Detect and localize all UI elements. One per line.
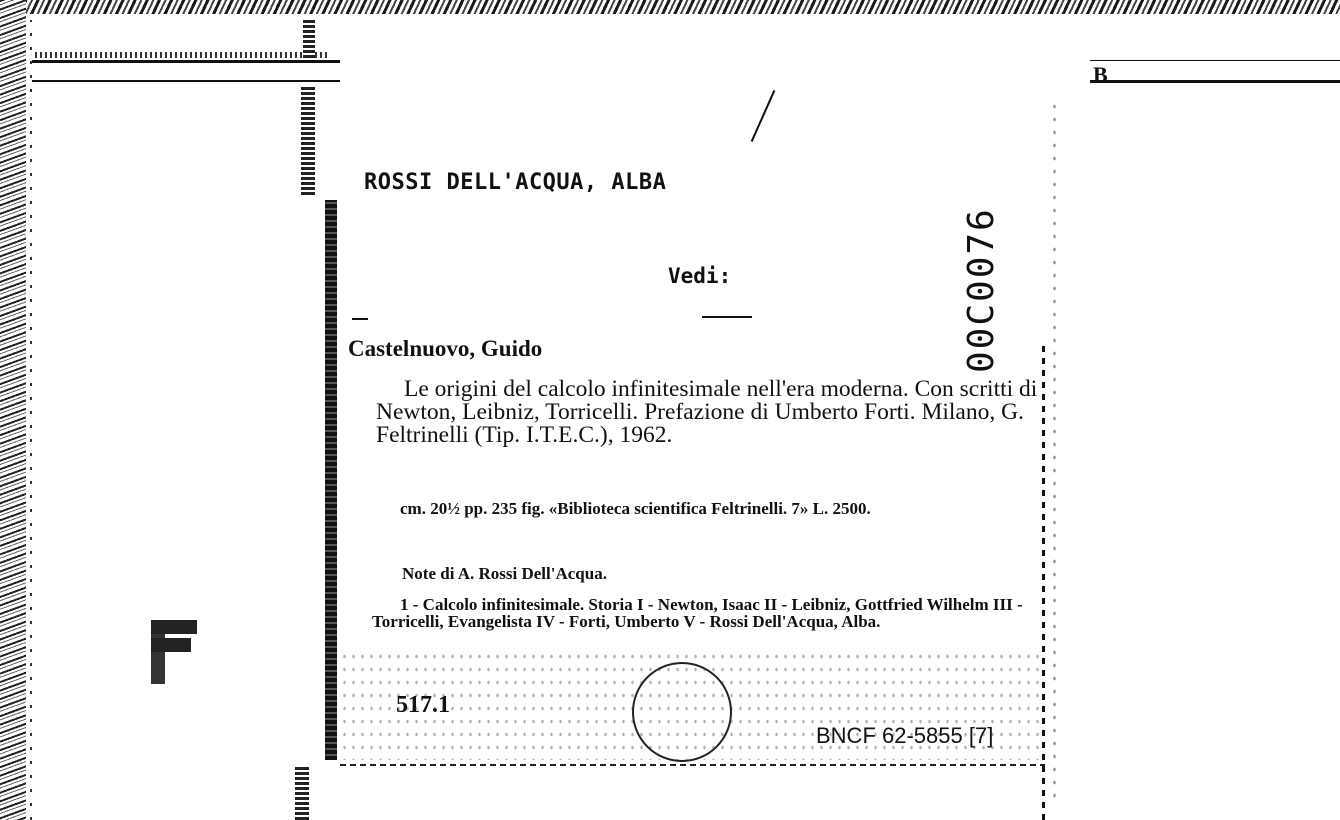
- card-left-edge-lower: [295, 765, 309, 820]
- collation: cm. 20½ pp. 235 fig. «Biblioteca scientifica Feltrinelli. 7» L. 2500.: [400, 499, 871, 518]
- tab-marker-f: [151, 620, 197, 684]
- vedi-label: Vedi:: [668, 264, 732, 288]
- bncf-number: BNCF 62-5855 [7]: [816, 723, 994, 748]
- card-bottom-rule: [340, 764, 1045, 766]
- author-heading: Castelnuovo, Guido: [348, 336, 543, 361]
- top-rule-right-upper: [1090, 60, 1340, 61]
- card-left-edge-upper: [301, 85, 315, 195]
- top-tab-marker: [303, 18, 315, 58]
- inventory-number: 00C0076: [961, 207, 1002, 373]
- vedi-underline: [702, 316, 752, 318]
- note: Note di A. Rossi Dell'Acqua.: [402, 564, 607, 583]
- card-left-edge: [325, 200, 337, 760]
- scan-border-left: [0, 0, 26, 820]
- top-rule-right: [1090, 80, 1340, 83]
- slash-mark: [751, 90, 776, 142]
- corner-label: B: [1093, 62, 1108, 87]
- card-right-edge: [1042, 340, 1045, 820]
- scan-border-strip: [30, 52, 330, 58]
- classmark: 517.1: [396, 692, 450, 718]
- card-heading: ROSSI DELL'ACQUA, ALBA: [364, 170, 667, 195]
- scan-border-top: [0, 0, 1340, 14]
- left-dotted-guide: [30, 20, 32, 820]
- subject-tracings: 1 - Calcolo infinitesimale. Storia I - Newton, Isaac II - Leibniz, Gottfried Wilhelm III - Torricelli, Evangelista IV - Forti, Umberto V - Rossi Dell'Acqua, Alba.: [372, 595, 1023, 631]
- scan-noise-bottom: [340, 650, 1040, 760]
- top-rule-left: [30, 60, 340, 63]
- scan-noise-right: [1050, 100, 1062, 800]
- title-entry: Le origini del calcolo infinitesimale nell'era moderna. Con scritti di Newton, Leibniz, Torricelli. Prefazione di Umberto Forti. Milano, G. Feltrinelli (Tip. I.T.E.C.), 1962.: [376, 376, 1038, 448]
- dash-left: [352, 318, 368, 320]
- top-rule-left-lower: [30, 80, 340, 82]
